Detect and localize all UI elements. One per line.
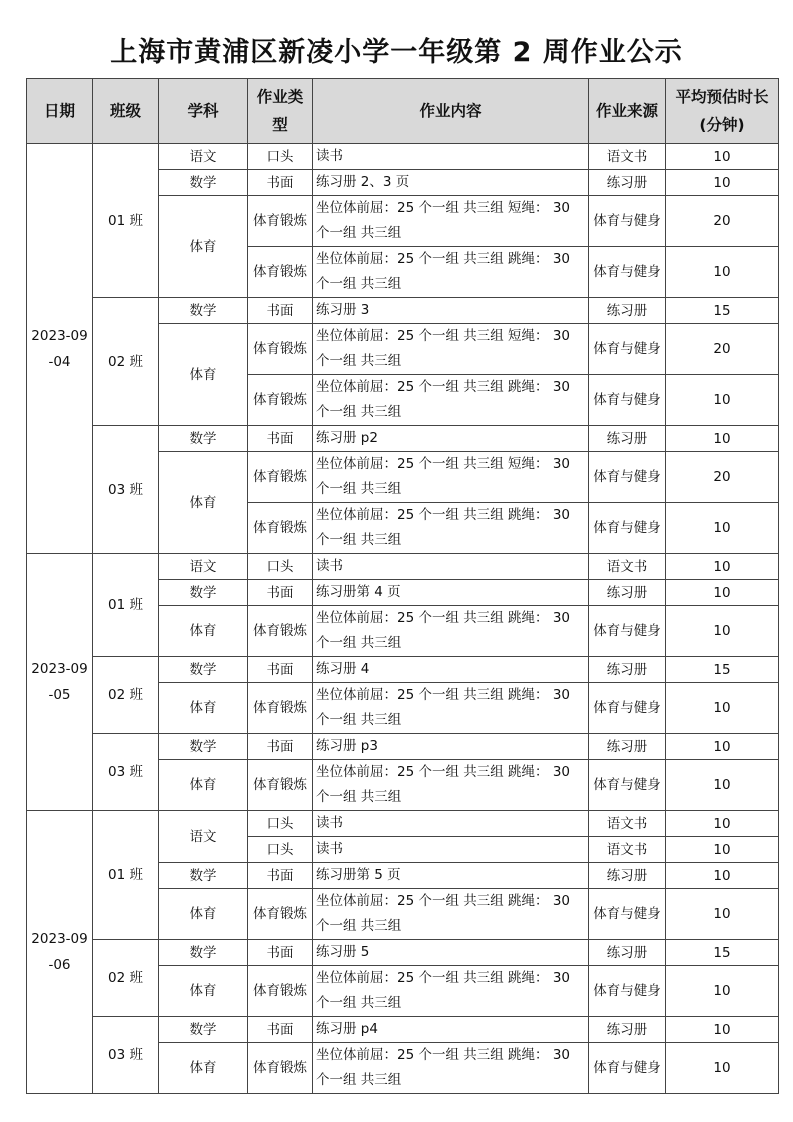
type-cell: 书面 (248, 863, 313, 889)
subject-cell: 体育 (159, 324, 248, 426)
source-cell: 体育与健身 (589, 966, 666, 1017)
content-cell: 坐位体前屈：25 个一组 共三组 跳绳： 30 个一组 共三组 (313, 247, 589, 298)
type-cell: 体育锻炼 (248, 452, 313, 503)
source-cell: 练习册 (589, 170, 666, 196)
homework-table (26, 78, 779, 1094)
source-cell: 体育与健身 (589, 324, 666, 375)
content-cell: 坐位体前屈：25 个一组 共三组 跳绳： 30 个一组 共三组 (313, 760, 589, 811)
type-cell: 体育锻炼 (248, 503, 313, 554)
source-cell: 体育与健身 (589, 1043, 666, 1094)
header-source: 作业来源 (589, 79, 666, 144)
source-cell: 语文书 (589, 837, 666, 863)
content-cell: 读书 (313, 811, 589, 837)
content-cell: 练习册 5 (313, 940, 589, 966)
source-cell: 语文书 (589, 554, 666, 580)
type-cell: 书面 (248, 657, 313, 683)
content-cell: 坐位体前屈：25 个一组 共三组 跳绳： 30 个一组 共三组 (313, 889, 589, 940)
content-cell: 坐位体前屈：25 个一组 共三组 跳绳： 30 个一组 共三组 (313, 683, 589, 734)
minutes-cell: 10 (666, 760, 779, 811)
subject-cell: 语文 (159, 811, 248, 863)
subject-cell: 体育 (159, 606, 248, 657)
type-cell: 体育锻炼 (248, 889, 313, 940)
class-cell: 03 班 (93, 1017, 159, 1094)
minutes-cell: 10 (666, 606, 779, 657)
minutes-cell: 10 (666, 1043, 779, 1094)
type-cell: 书面 (248, 426, 313, 452)
type-cell: 体育锻炼 (248, 196, 313, 247)
minutes-cell: 10 (666, 734, 779, 760)
table-row (27, 657, 779, 683)
source-cell: 练习册 (589, 940, 666, 966)
type-cell: 口头 (248, 144, 313, 170)
type-cell: 口头 (248, 811, 313, 837)
content-cell: 坐位体前屈：25 个一组 共三组 短绳： 30 个一组 共三组 (313, 452, 589, 503)
class-cell: 02 班 (93, 940, 159, 1017)
source-cell: 练习册 (589, 657, 666, 683)
subject-cell: 数学 (159, 298, 248, 324)
source-cell: 体育与健身 (589, 503, 666, 554)
content-cell: 练习册第 4 页 (313, 580, 589, 606)
type-cell: 体育锻炼 (248, 375, 313, 426)
type-cell: 体育锻炼 (248, 1043, 313, 1094)
minutes-cell: 10 (666, 837, 779, 863)
type-cell: 体育锻炼 (248, 324, 313, 375)
source-cell: 练习册 (589, 863, 666, 889)
source-cell: 体育与健身 (589, 375, 666, 426)
header-minutes: 平均预估时长(分钟) (666, 79, 779, 144)
subject-cell: 数学 (159, 1017, 248, 1043)
content-cell: 坐位体前屈：25 个一组 共三组 跳绳： 30 个一组 共三组 (313, 606, 589, 657)
type-cell: 书面 (248, 580, 313, 606)
type-cell: 书面 (248, 1017, 313, 1043)
minutes-cell: 10 (666, 966, 779, 1017)
minutes-cell: 10 (666, 247, 779, 298)
source-cell: 体育与健身 (589, 889, 666, 940)
minutes-cell: 10 (666, 375, 779, 426)
minutes-cell: 10 (666, 554, 779, 580)
content-cell: 坐位体前屈：25 个一组 共三组 短绳： 30 个一组 共三组 (313, 324, 589, 375)
subject-cell: 体育 (159, 452, 248, 554)
table-row (27, 811, 779, 837)
content-cell: 坐位体前屈：25 个一组 共三组 跳绳： 30 个一组 共三组 (313, 375, 589, 426)
content-cell: 练习册 2、3 页 (313, 170, 589, 196)
type-cell: 体育锻炼 (248, 760, 313, 811)
content-cell: 练习册 p3 (313, 734, 589, 760)
table-row (27, 940, 779, 966)
content-cell: 坐位体前屈：25 个一组 共三组 短绳： 30 个一组 共三组 (313, 196, 589, 247)
minutes-cell: 10 (666, 863, 779, 889)
type-cell: 体育锻炼 (248, 247, 313, 298)
type-cell: 体育锻炼 (248, 683, 313, 734)
header-type: 作业类型 (248, 79, 313, 144)
class-cell: 03 班 (93, 734, 159, 811)
source-cell: 练习册 (589, 426, 666, 452)
subject-cell: 体育 (159, 889, 248, 940)
minutes-cell: 10 (666, 144, 779, 170)
date-cell: 2023-09-05 (27, 554, 93, 811)
subject-cell: 体育 (159, 966, 248, 1017)
minutes-cell: 15 (666, 940, 779, 966)
subject-cell: 数学 (159, 170, 248, 196)
subject-cell: 体育 (159, 760, 248, 811)
content-cell: 练习册 4 (313, 657, 589, 683)
content-cell: 练习册 p2 (313, 426, 589, 452)
content-cell: 坐位体前屈：25 个一组 共三组 跳绳： 30 个一组 共三组 (313, 966, 589, 1017)
page-title: 上海市黄浦区新凌小学一年级第 2 周作业公示 (110, 37, 683, 68)
minutes-cell: 15 (666, 657, 779, 683)
table-row (27, 734, 779, 760)
content-cell: 练习册 3 (313, 298, 589, 324)
type-cell: 书面 (248, 298, 313, 324)
minutes-cell: 15 (666, 298, 779, 324)
minutes-cell: 10 (666, 889, 779, 940)
date-cell: 2023-09-04 (27, 144, 93, 554)
table-row (27, 298, 779, 324)
subject-cell: 数学 (159, 734, 248, 760)
minutes-cell: 20 (666, 324, 779, 375)
source-cell: 体育与健身 (589, 452, 666, 503)
table-row (27, 554, 779, 580)
type-cell: 口头 (248, 554, 313, 580)
minutes-cell: 10 (666, 580, 779, 606)
subject-cell: 数学 (159, 940, 248, 966)
subject-cell: 数学 (159, 426, 248, 452)
subject-cell: 数学 (159, 580, 248, 606)
type-cell: 书面 (248, 940, 313, 966)
minutes-cell: 10 (666, 503, 779, 554)
source-cell: 体育与健身 (589, 606, 666, 657)
source-cell: 体育与健身 (589, 683, 666, 734)
minutes-cell: 10 (666, 1017, 779, 1043)
content-cell: 读书 (313, 144, 589, 170)
table-row (27, 1017, 779, 1043)
minutes-cell: 10 (666, 811, 779, 837)
minutes-cell: 10 (666, 426, 779, 452)
source-cell: 练习册 (589, 580, 666, 606)
content-cell: 读书 (313, 554, 589, 580)
class-cell: 01 班 (93, 811, 159, 940)
subject-cell: 数学 (159, 863, 248, 889)
table-row (27, 426, 779, 452)
class-cell: 03 班 (93, 426, 159, 554)
content-cell: 读书 (313, 837, 589, 863)
source-cell: 体育与健身 (589, 760, 666, 811)
minutes-cell: 20 (666, 196, 779, 247)
content-cell: 练习册 p4 (313, 1017, 589, 1043)
type-cell: 书面 (248, 170, 313, 196)
header-row (27, 79, 779, 144)
subject-cell: 体育 (159, 1043, 248, 1094)
header-content: 作业内容 (313, 79, 589, 144)
subject-cell: 体育 (159, 196, 248, 298)
subject-cell: 语文 (159, 144, 248, 170)
minutes-cell: 10 (666, 170, 779, 196)
minutes-cell: 20 (666, 452, 779, 503)
class-cell: 01 班 (93, 554, 159, 657)
header-date: 日期 (27, 79, 93, 144)
source-cell: 体育与健身 (589, 196, 666, 247)
type-cell: 体育锻炼 (248, 966, 313, 1017)
source-cell: 语文书 (589, 811, 666, 837)
subject-cell: 数学 (159, 657, 248, 683)
source-cell: 语文书 (589, 144, 666, 170)
source-cell: 练习册 (589, 734, 666, 760)
class-cell: 01 班 (93, 144, 159, 298)
header-class: 班级 (93, 79, 159, 144)
table-body (27, 144, 779, 1094)
minutes-cell: 10 (666, 683, 779, 734)
content-cell: 坐位体前屈：25 个一组 共三组 跳绳： 30 个一组 共三组 (313, 503, 589, 554)
source-cell: 练习册 (589, 298, 666, 324)
content-cell: 练习册第 5 页 (313, 863, 589, 889)
source-cell: 练习册 (589, 1017, 666, 1043)
date-cell: 2023-09-06 (27, 811, 93, 1094)
source-cell: 体育与健身 (589, 247, 666, 298)
table-row (27, 144, 779, 170)
type-cell: 口头 (248, 837, 313, 863)
type-cell: 体育锻炼 (248, 606, 313, 657)
type-cell: 书面 (248, 734, 313, 760)
content-cell: 坐位体前屈：25 个一组 共三组 跳绳： 30 个一组 共三组 (313, 1043, 589, 1094)
subject-cell: 体育 (159, 683, 248, 734)
subject-cell: 语文 (159, 554, 248, 580)
class-cell: 02 班 (93, 657, 159, 734)
class-cell: 02 班 (93, 298, 159, 426)
header-subject: 学科 (159, 79, 248, 144)
